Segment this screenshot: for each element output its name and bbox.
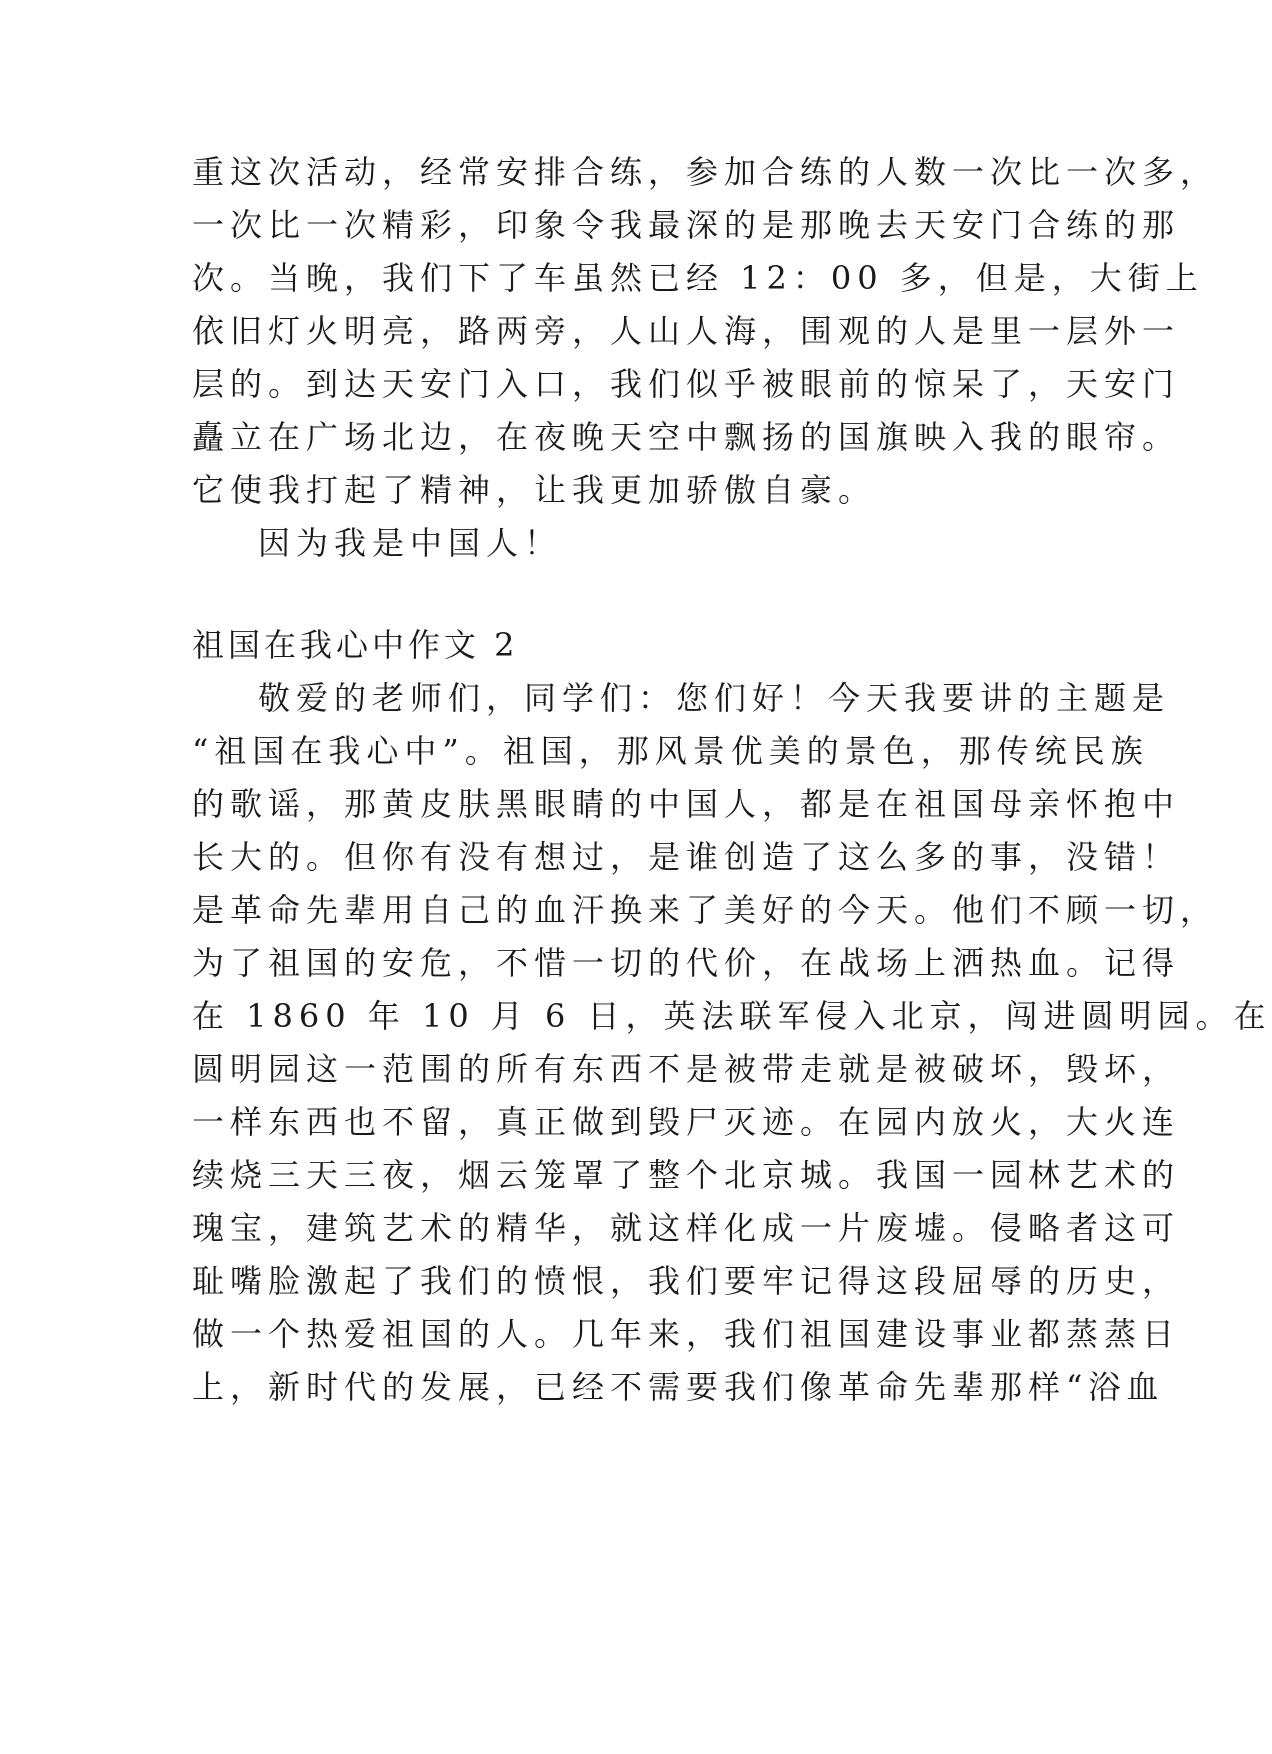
paragraph-line: 重这次活动，经常安排合练，参加合练的人数一次比一次多， [192, 153, 1219, 191]
paragraph-line: 一次比一次精彩，印象令我最深的是那晚去天安门合练的那 [192, 206, 1181, 244]
paragraph-line: 一样东西也不留，真正做到毁尸灭迹。在园内放火，大火连 [192, 1103, 1181, 1141]
section-title: 祖国在我心中作文 2 [192, 626, 519, 664]
paragraph-line: 瑰宝，建筑艺术的精华，就这样化成一片废墟。侵略者这可 [192, 1209, 1181, 1247]
paragraph-line: 圆明园这一范围的所有东西不是被带走就是被破坏，毁坏， [192, 1050, 1181, 1088]
paragraph-line: 长大的。但你有没有想过，是谁创造了这么多的事，没错！ [192, 838, 1181, 876]
paragraph-line: 上，新时代的发展，已经不需要我们像革命先辈那样“浴血 [192, 1368, 1165, 1406]
paragraph-line: 做一个热爱祖国的人。几年来，我们祖国建设事业都蒸蒸日 [192, 1315, 1181, 1353]
paragraph-line: 为了祖国的安危，不惜一切的代价，在战场上洒热血。记得 [192, 944, 1181, 982]
closing-line: 因为我是中国人！ [258, 524, 563, 562]
paragraph-line: 的歌谣，那黄皮肤黑眼睛的中国人，都是在祖国母亲怀抱中 [192, 785, 1181, 823]
paragraph-line: 是革命先辈用自己的血汗换来了美好的今天。他们不顾一切， [192, 891, 1219, 929]
paragraph-line: 它使我打起了精神，让我更加骄傲自豪。 [192, 471, 877, 509]
paragraph-line: 在 1860 年 10 月 6 日，英法联军侵入北京，闯进圆明园。在 [192, 997, 1272, 1035]
paragraph-line: 耻嘴脸激起了我们的愤恨，我们要牢记得这段屈辱的历史， [192, 1262, 1181, 1300]
paragraph-line: 矗立在广场北边，在夜晚天空中飘扬的国旗映入我的眼帘。 [192, 418, 1181, 456]
paragraph-line: 次。当晚，我们下了车虽然已经 12：00 多，但是，大街上 [192, 259, 1204, 297]
paragraph-line: 敬爱的老师们，同学们：您们好！今天我要讲的主题是 [258, 679, 1171, 717]
paragraph-line: “祖国在我心中”。祖国，那风景优美的景色，那传统民族 [192, 732, 1149, 770]
paragraph-line: 续烧三天三夜，烟云笼罩了整个北京城。我国一园林艺术的 [192, 1156, 1181, 1194]
paragraph-line: 层的。到达天安门入口，我们似乎被眼前的惊呆了，天安门 [192, 365, 1181, 403]
paragraph-line: 依旧灯火明亮，路两旁，人山人海，围观的人是里一层外一 [192, 312, 1181, 350]
